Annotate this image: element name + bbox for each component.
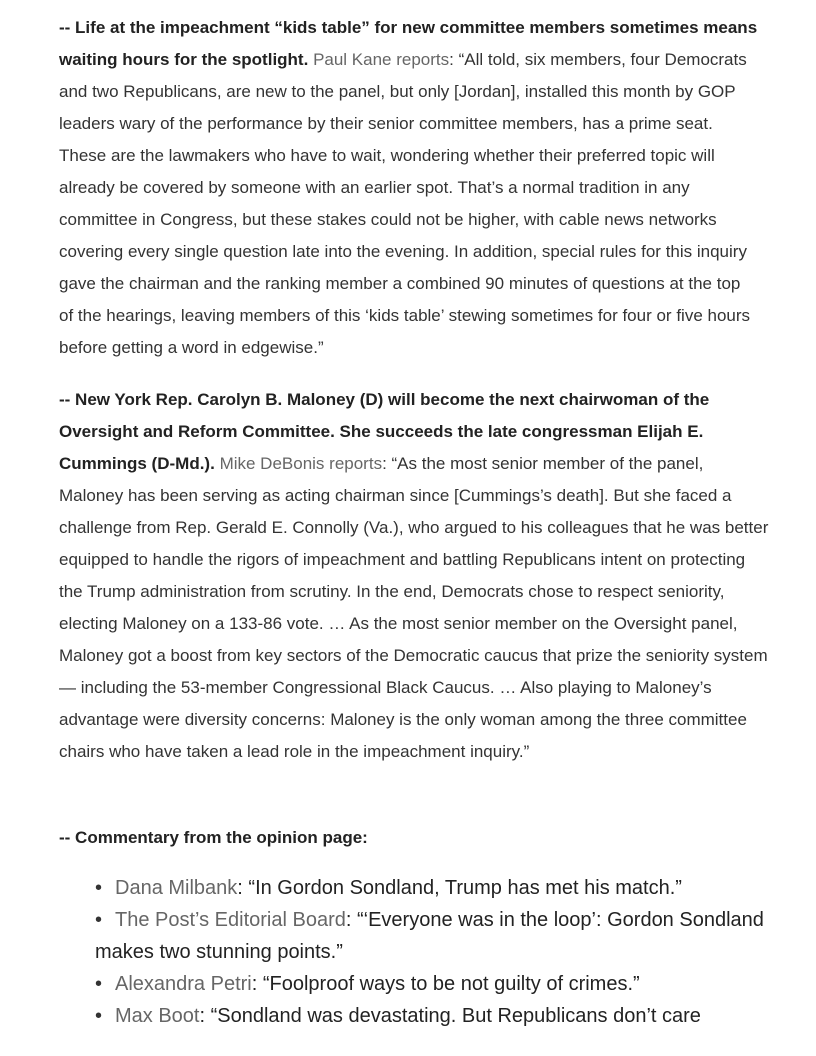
list-item bbox=[95, 904, 795, 968]
commentary-heading-text: -- Commentary from the opinion page: bbox=[59, 828, 368, 847]
bullet-icon: • bbox=[95, 877, 103, 899]
item-body: : “As the most senior member of the panel, Maloney has been serving as acting chairman since [Cummings’s death]. But she faced a challenge from Rep. Gerald E. Connolly (Va.), who argued to his colleagues that he was better equipped to handle the rigors of impeachment and battling Republicans intent on protecting the Trump administration from scrutiny. In the end, Democrats chose to respect seniority, electing Maloney on a 133-86 vote. … As the most senior member on the Oversight panel, Maloney got a boost from key sectors of the Democratic caucus that prize the seniority system — including the 53-member Congressional Black Caucus. … Also playing to Maloney’s advantage were diversity concerns: Maloney is the only woman among the three committee chairs who have taken a lead role in the impeachment inquiry.” bbox=[59, 454, 769, 761]
columnist-link[interactable]: Dana Milbank bbox=[115, 877, 238, 899]
commentary-heading bbox=[59, 822, 771, 854]
list-item bbox=[95, 872, 795, 904]
bullet-icon: • bbox=[95, 1005, 103, 1027]
column-title: : “Sondland was devastating. But Republicans don’t care bbox=[199, 1005, 701, 1027]
column-title: : “Foolproof ways to be not guilty of crimes.” bbox=[251, 973, 640, 995]
item-kids-table bbox=[59, 12, 759, 364]
item-maloney bbox=[59, 384, 771, 768]
item-body: : “All told, six members, four Democrats and two Republicans, are new to the panel, but only [Jordan], installed this month by GOP leaders wary of the performance by their senior committee members, has a prime seat. These are the lawmakers who have to wait, wondering whether their preferred topic will already be covered by someone with an earlier spot. That’s a normal tradition in any committee in Congress, but these stakes could not be higher, with cable news networks covering every single question late into the evening. In addition, special rules for this inquiry gave the chairman and the ranking member a combined 90 minutes of questions at the top of the hearings, leaving members of this ‘kids table’ stewing sometimes for four or five hours before getting a word in edgewise.” bbox=[59, 50, 751, 357]
list-item bbox=[95, 968, 795, 1000]
bullet-icon: • bbox=[95, 973, 103, 995]
list-item bbox=[95, 1000, 795, 1032]
columnist-link[interactable]: Max Boot bbox=[115, 1005, 200, 1027]
item-lead: -- New York Rep. Carolyn B. Maloney (D) will become the next chairwoman of the Oversight and Reform Committee. She succeeds the late congressman Elijah E. Cummings (D-Md.). bbox=[59, 390, 710, 473]
item-lead: -- Life at the impeachment “kids table” for new committee members sometimes means waiting hours for the spotlight. bbox=[59, 18, 758, 69]
commentary-list bbox=[95, 872, 795, 1032]
column-title: : “‘Everyone was in the loop’: Gordon Sondland makes two stunning points.” bbox=[95, 909, 764, 963]
author-link[interactable]: Mike DeBonis reports bbox=[219, 454, 383, 473]
column-title: : “In Gordon Sondland, Trump has met his match.” bbox=[237, 877, 682, 899]
columnist-link[interactable]: Alexandra Petri bbox=[115, 973, 252, 995]
bullet-icon: • bbox=[95, 909, 103, 931]
author-link[interactable]: Paul Kane reports bbox=[313, 50, 450, 69]
columnist-link[interactable]: The Post’s Editorial Board bbox=[115, 909, 346, 931]
